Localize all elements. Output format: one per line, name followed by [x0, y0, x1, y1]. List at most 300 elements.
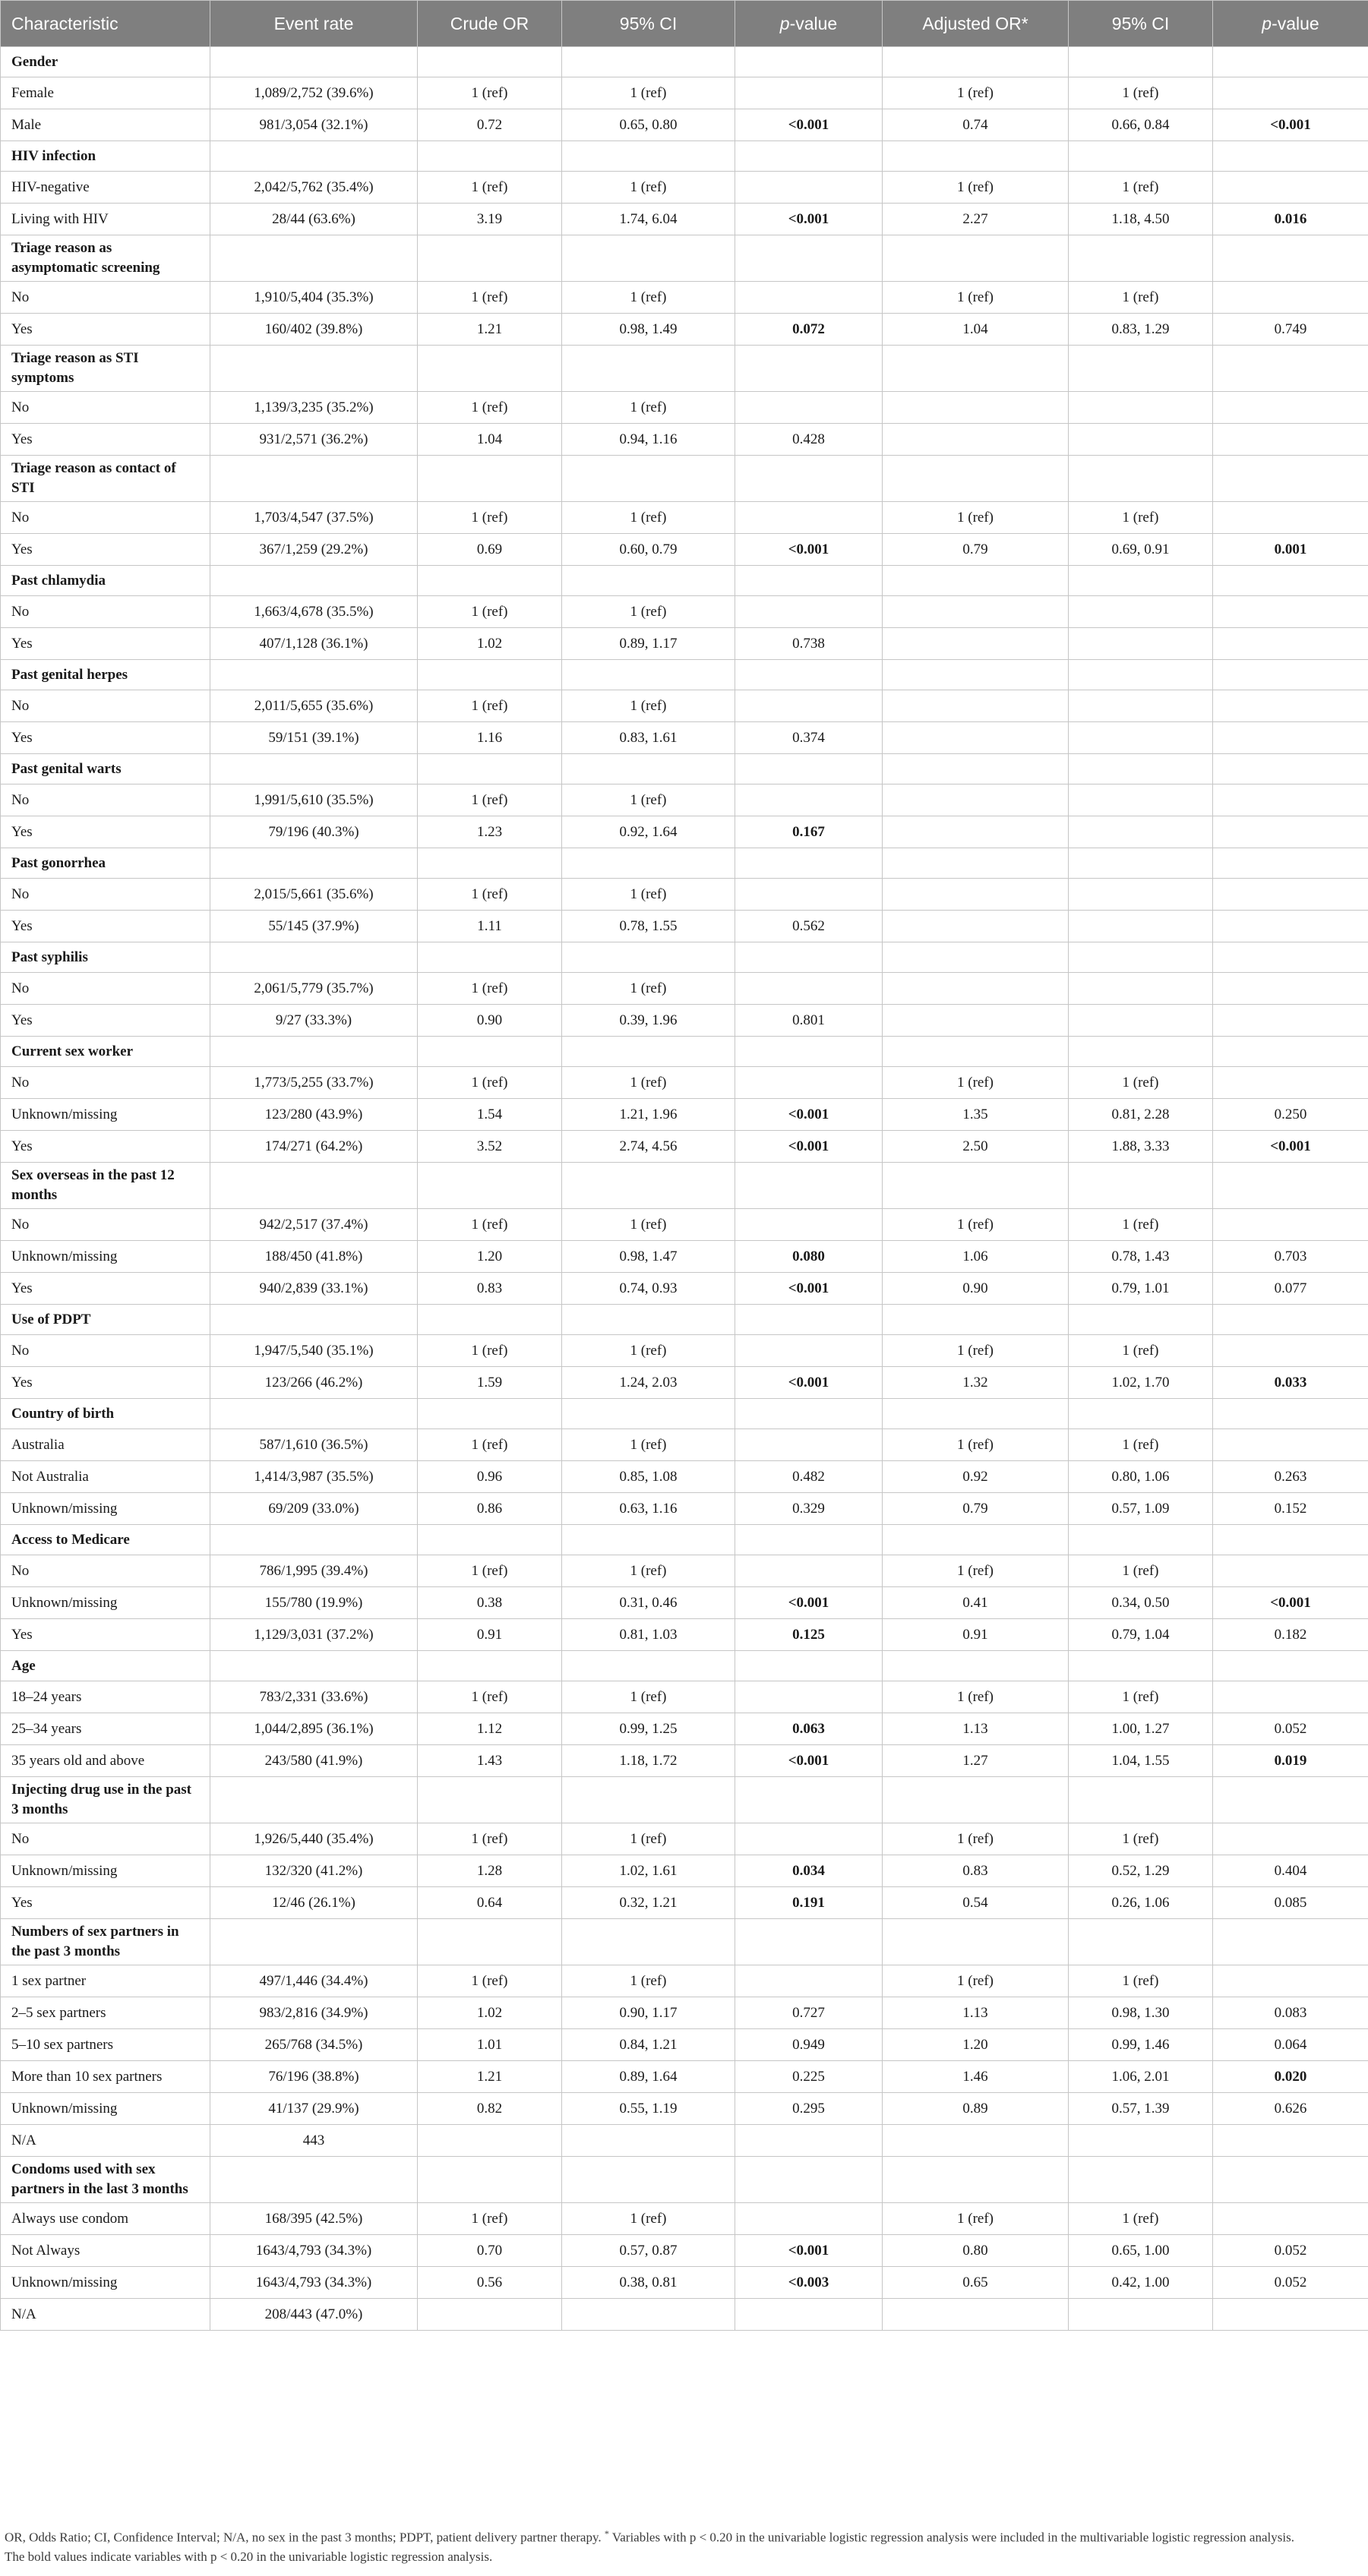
row-label: Unknown/missing — [1, 1587, 210, 1619]
group-header-row — [1, 1919, 1368, 1965]
cell-adjusted-or: 1.35 — [883, 1099, 1069, 1131]
empty-cell — [735, 1651, 883, 1681]
cell-event-rate: 1,910/5,404 (35.3%) — [210, 282, 418, 314]
cell-event-rate: 55/145 (37.9%) — [210, 911, 418, 942]
cell-crude-ci: 1.18, 1.72 — [562, 1745, 735, 1777]
cell-crude-or: 1.01 — [418, 2029, 562, 2061]
cell-adjusted-p — [1213, 973, 1368, 1005]
cell-crude-or: 0.90 — [418, 1005, 562, 1037]
cell-adjusted-p: 0.064 — [1213, 2029, 1368, 2061]
empty-cell — [883, 1651, 1069, 1681]
cell-crude-ci: 1 (ref) — [562, 1823, 735, 1855]
row-label: More than 10 sex partners — [1, 2061, 210, 2093]
empty-cell — [1069, 2157, 1213, 2203]
cell-crude-p — [735, 973, 883, 1005]
cell-event-rate: 1,663/4,678 (35.5%) — [210, 596, 418, 628]
cell-adjusted-or — [883, 722, 1069, 754]
cell-event-rate: 942/2,517 (37.4%) — [210, 1209, 418, 1241]
cell-adjusted-ci: 0.79, 1.01 — [1069, 1273, 1213, 1305]
group-header-row — [1, 1305, 1368, 1335]
empty-cell — [210, 235, 418, 282]
empty-cell — [735, 235, 883, 282]
cell-adjusted-ci: 0.34, 0.50 — [1069, 1587, 1213, 1619]
empty-cell — [1069, 1777, 1213, 1823]
group-label: Past gonorrhea — [1, 848, 210, 879]
cell-event-rate: 1,129/3,031 (37.2%) — [210, 1619, 418, 1651]
empty-cell — [735, 1163, 883, 1209]
cell-crude-ci: 0.60, 0.79 — [562, 534, 735, 566]
empty-cell — [562, 848, 735, 879]
cell-adjusted-p: 0.052 — [1213, 1713, 1368, 1745]
cell-crude-p: 0.949 — [735, 2029, 883, 2061]
empty-cell — [418, 1919, 562, 1965]
empty-cell — [883, 1525, 1069, 1555]
cell-crude-ci: 0.90, 1.17 — [562, 1997, 735, 2029]
cell-event-rate: 28/44 (63.6%) — [210, 204, 418, 235]
cell-event-rate: 243/580 (41.9%) — [210, 1745, 418, 1777]
cell-crude-ci: 0.32, 1.21 — [562, 1887, 735, 1919]
empty-cell — [418, 848, 562, 879]
empty-cell — [1069, 235, 1213, 282]
empty-cell — [883, 346, 1069, 392]
header-adjusted-ci: 95% CI — [1069, 1, 1213, 47]
row-label: No — [1, 784, 210, 816]
cell-crude-ci: 1 (ref) — [562, 77, 735, 109]
empty-cell — [418, 1163, 562, 1209]
cell-crude-or: 0.91 — [418, 1619, 562, 1651]
empty-cell — [1213, 1919, 1368, 1965]
group-label: Past syphilis — [1, 942, 210, 973]
empty-cell — [210, 942, 418, 973]
cell-crude-p: <0.001 — [735, 1367, 883, 1399]
cell-crude-p: <0.001 — [735, 1099, 883, 1131]
cell-adjusted-p — [1213, 1209, 1368, 1241]
row-label: Yes — [1, 1619, 210, 1651]
cell-crude-ci: 0.78, 1.55 — [562, 911, 735, 942]
cell-crude-p: 0.329 — [735, 1493, 883, 1525]
table-header-row — [1, 1, 1368, 47]
empty-cell — [562, 456, 735, 502]
cell-adjusted-or: 1 (ref) — [883, 172, 1069, 204]
cell-adjusted-ci: 1 (ref) — [1069, 77, 1213, 109]
cell-crude-or: 1.21 — [418, 2061, 562, 2093]
cell-adjusted-ci — [1069, 392, 1213, 424]
row-label: Yes — [1, 314, 210, 346]
table-row — [1, 596, 1368, 628]
row-label: Yes — [1, 1367, 210, 1399]
cell-adjusted-p: 0.152 — [1213, 1493, 1368, 1525]
footnote-line-2: The bold values indicate variables with p < 0.20 in the univariable logistic regression analysis. — [5, 2549, 493, 2564]
cell-adjusted-or: 1.46 — [883, 2061, 1069, 2093]
cell-adjusted-or: 1 (ref) — [883, 502, 1069, 534]
empty-cell — [210, 1651, 418, 1681]
cell-event-rate: 9/27 (33.3%) — [210, 1005, 418, 1037]
cell-adjusted-p: 0.404 — [1213, 1855, 1368, 1887]
cell-adjusted-p: 0.052 — [1213, 2235, 1368, 2267]
cell-adjusted-ci: 0.98, 1.30 — [1069, 1997, 1213, 2029]
cell-adjusted-p — [1213, 172, 1368, 204]
cell-adjusted-ci: 1 (ref) — [1069, 502, 1213, 534]
cell-adjusted-or — [883, 2125, 1069, 2157]
cell-crude-p: <0.003 — [735, 2267, 883, 2299]
cell-crude-or: 1.02 — [418, 1997, 562, 2029]
cell-crude-p: 0.295 — [735, 2093, 883, 2125]
cell-adjusted-or: 0.83 — [883, 1855, 1069, 1887]
cell-adjusted-or — [883, 690, 1069, 722]
empty-cell — [735, 1305, 883, 1335]
table-row — [1, 2235, 1368, 2267]
empty-cell — [418, 235, 562, 282]
table-row — [1, 1619, 1368, 1651]
empty-cell — [562, 1525, 735, 1555]
empty-cell — [210, 1305, 418, 1335]
cell-crude-p — [735, 1209, 883, 1241]
empty-cell — [418, 566, 562, 596]
table-footnote — [5, 2524, 1364, 2566]
header-crude-p: p-value — [735, 1, 883, 47]
cell-crude-or: 0.82 — [418, 2093, 562, 2125]
cell-adjusted-or: 1.13 — [883, 1713, 1069, 1745]
empty-cell — [562, 1399, 735, 1429]
cell-crude-ci: 0.98, 1.47 — [562, 1241, 735, 1273]
cell-adjusted-p: <0.001 — [1213, 1587, 1368, 1619]
cell-adjusted-or: 1.20 — [883, 2029, 1069, 2061]
empty-cell — [1213, 1399, 1368, 1429]
cell-crude-ci: 1 (ref) — [562, 1335, 735, 1367]
row-label: Unknown/missing — [1, 1099, 210, 1131]
cell-adjusted-ci — [1069, 784, 1213, 816]
row-label: Yes — [1, 1887, 210, 1919]
group-header-row — [1, 1163, 1368, 1209]
group-label: Access to Medicare — [1, 1525, 210, 1555]
cell-event-rate: 265/768 (34.5%) — [210, 2029, 418, 2061]
row-label: Unknown/missing — [1, 2267, 210, 2299]
table-row — [1, 1681, 1368, 1713]
cell-event-rate: 2,015/5,661 (35.6%) — [210, 879, 418, 911]
cell-adjusted-p: 0.019 — [1213, 1745, 1368, 1777]
cell-adjusted-ci — [1069, 424, 1213, 456]
empty-cell — [1069, 47, 1213, 77]
cell-event-rate: 1,414/3,987 (35.5%) — [210, 1461, 418, 1493]
empty-cell — [210, 1399, 418, 1429]
cell-crude-ci: 0.55, 1.19 — [562, 2093, 735, 2125]
cell-event-rate: 1,044/2,895 (36.1%) — [210, 1713, 418, 1745]
table-row — [1, 1745, 1368, 1777]
group-header-row — [1, 848, 1368, 879]
empty-cell — [210, 754, 418, 784]
cell-adjusted-or: 2.50 — [883, 1131, 1069, 1163]
empty-cell — [1213, 346, 1368, 392]
cell-crude-ci: 0.89, 1.64 — [562, 2061, 735, 2093]
cell-crude-p — [735, 1681, 883, 1713]
cell-crude-ci: 1 (ref) — [562, 502, 735, 534]
table-row — [1, 879, 1368, 911]
header-event-rate: Event rate — [210, 1, 418, 47]
empty-cell — [883, 566, 1069, 596]
empty-cell — [418, 1651, 562, 1681]
empty-cell — [210, 1163, 418, 1209]
cell-crude-or: 0.56 — [418, 2267, 562, 2299]
empty-cell — [1213, 1651, 1368, 1681]
cell-adjusted-ci: 0.69, 0.91 — [1069, 534, 1213, 566]
cell-crude-or: 1.21 — [418, 314, 562, 346]
cell-crude-p: 0.562 — [735, 911, 883, 942]
cell-adjusted-p — [1213, 628, 1368, 660]
table-row — [1, 1965, 1368, 1997]
cell-event-rate: 1,089/2,752 (39.6%) — [210, 77, 418, 109]
cell-crude-ci: 0.85, 1.08 — [562, 1461, 735, 1493]
cell-crude-p: <0.001 — [735, 2235, 883, 2267]
empty-cell — [1213, 942, 1368, 973]
empty-cell — [562, 47, 735, 77]
cell-crude-p — [735, 1429, 883, 1461]
cell-adjusted-p — [1213, 502, 1368, 534]
row-label: Unknown/missing — [1, 2093, 210, 2125]
table-row — [1, 424, 1368, 456]
table-row — [1, 77, 1368, 109]
cell-crude-p: <0.001 — [735, 1131, 883, 1163]
empty-cell — [1213, 456, 1368, 502]
row-label: No — [1, 1067, 210, 1099]
table-row — [1, 282, 1368, 314]
cell-adjusted-ci — [1069, 1005, 1213, 1037]
cell-adjusted-p: 0.250 — [1213, 1099, 1368, 1131]
empty-cell — [883, 47, 1069, 77]
cell-crude-ci: 1 (ref) — [562, 172, 735, 204]
cell-adjusted-p — [1213, 1067, 1368, 1099]
cell-adjusted-or: 1.13 — [883, 1997, 1069, 2029]
empty-cell — [883, 235, 1069, 282]
cell-adjusted-ci: 1 (ref) — [1069, 282, 1213, 314]
empty-cell — [883, 1777, 1069, 1823]
cell-adjusted-ci — [1069, 816, 1213, 848]
cell-crude-ci: 1 (ref) — [562, 2203, 735, 2235]
cell-adjusted-or: 0.79 — [883, 1493, 1069, 1525]
cell-crude-or: 1.43 — [418, 1745, 562, 1777]
cell-adjusted-p: 0.001 — [1213, 534, 1368, 566]
cell-adjusted-or: 1 (ref) — [883, 2203, 1069, 2235]
empty-cell — [883, 848, 1069, 879]
cell-adjusted-ci: 1.02, 1.70 — [1069, 1367, 1213, 1399]
table-row — [1, 1067, 1368, 1099]
group-label: Triage reason as contact of STI — [1, 456, 210, 502]
cell-crude-or: 1.23 — [418, 816, 562, 848]
cell-event-rate: 407/1,128 (36.1%) — [210, 628, 418, 660]
empty-cell — [1069, 1919, 1213, 1965]
cell-event-rate: 587/1,610 (36.5%) — [210, 1429, 418, 1461]
cell-crude-p: 0.080 — [735, 1241, 883, 1273]
empty-cell — [735, 1399, 883, 1429]
cell-event-rate: 931/2,571 (36.2%) — [210, 424, 418, 456]
cell-adjusted-p — [1213, 722, 1368, 754]
table-row — [1, 690, 1368, 722]
table-row — [1, 911, 1368, 942]
empty-cell — [1213, 2157, 1368, 2203]
cell-crude-ci: 1 (ref) — [562, 879, 735, 911]
cell-event-rate: 59/151 (39.1%) — [210, 722, 418, 754]
cell-adjusted-or: 1 (ref) — [883, 1965, 1069, 1997]
cell-adjusted-p: 0.016 — [1213, 204, 1368, 235]
empty-cell — [562, 754, 735, 784]
cell-event-rate: 123/280 (43.9%) — [210, 1099, 418, 1131]
cell-crude-ci: 1 (ref) — [562, 392, 735, 424]
row-label: Not Always — [1, 2235, 210, 2267]
row-label: 35 years old and above — [1, 1745, 210, 1777]
empty-cell — [418, 456, 562, 502]
cell-adjusted-ci — [1069, 879, 1213, 911]
cell-crude-p — [735, 1067, 883, 1099]
cell-crude-p — [735, 1555, 883, 1587]
row-label: Yes — [1, 911, 210, 942]
cell-crude-ci: 0.38, 0.81 — [562, 2267, 735, 2299]
cell-adjusted-p — [1213, 816, 1368, 848]
cell-crude-p: 0.072 — [735, 314, 883, 346]
cell-adjusted-ci: 1 (ref) — [1069, 1335, 1213, 1367]
cell-adjusted-or: 1 (ref) — [883, 1067, 1069, 1099]
cell-event-rate: 1643/4,793 (34.3%) — [210, 2235, 418, 2267]
cell-adjusted-ci — [1069, 973, 1213, 1005]
cell-crude-ci — [562, 2299, 735, 2331]
cell-crude-p — [735, 1335, 883, 1367]
cell-crude-or: 1 (ref) — [418, 784, 562, 816]
cell-adjusted-p — [1213, 784, 1368, 816]
cell-adjusted-ci: 0.66, 0.84 — [1069, 109, 1213, 141]
empty-cell — [418, 754, 562, 784]
cell-adjusted-p — [1213, 2203, 1368, 2235]
cell-adjusted-ci: 1 (ref) — [1069, 1681, 1213, 1713]
row-label: Yes — [1, 722, 210, 754]
cell-crude-or: 0.70 — [418, 2235, 562, 2267]
cell-crude-or: 1.16 — [418, 722, 562, 754]
cell-adjusted-p: 0.083 — [1213, 1997, 1368, 2029]
cell-crude-p: 0.374 — [735, 722, 883, 754]
cell-event-rate: 1,703/4,547 (37.5%) — [210, 502, 418, 534]
cell-event-rate: 1,991/5,610 (35.5%) — [210, 784, 418, 816]
empty-cell — [210, 346, 418, 392]
cell-crude-or: 1.59 — [418, 1367, 562, 1399]
cell-adjusted-ci: 0.79, 1.04 — [1069, 1619, 1213, 1651]
cell-adjusted-p — [1213, 1335, 1368, 1367]
group-label: Injecting drug use in the past 3 months — [1, 1777, 210, 1823]
table-row — [1, 502, 1368, 534]
cell-crude-or: 1 (ref) — [418, 502, 562, 534]
cell-crude-p: 0.801 — [735, 1005, 883, 1037]
cell-crude-or: 0.96 — [418, 1461, 562, 1493]
cell-event-rate: 168/395 (42.5%) — [210, 2203, 418, 2235]
group-header-row — [1, 141, 1368, 172]
cell-crude-p — [735, 2125, 883, 2157]
cell-adjusted-or — [883, 879, 1069, 911]
cell-adjusted-or — [883, 596, 1069, 628]
cell-adjusted-or: 0.65 — [883, 2267, 1069, 2299]
cell-adjusted-p — [1213, 2299, 1368, 2331]
row-label: Yes — [1, 816, 210, 848]
cell-crude-p: <0.001 — [735, 1587, 883, 1619]
empty-cell — [735, 566, 883, 596]
empty-cell — [418, 2157, 562, 2203]
cell-crude-or: 1.12 — [418, 1713, 562, 1745]
group-header-row — [1, 566, 1368, 596]
cell-crude-or: 1 (ref) — [418, 973, 562, 1005]
empty-cell — [562, 2157, 735, 2203]
empty-cell — [210, 47, 418, 77]
cell-adjusted-p: 0.703 — [1213, 1241, 1368, 1273]
cell-adjusted-or — [883, 2299, 1069, 2331]
cell-crude-ci: 1.21, 1.96 — [562, 1099, 735, 1131]
group-label: Country of birth — [1, 1399, 210, 1429]
group-label: Past genital warts — [1, 754, 210, 784]
empty-cell — [1069, 1525, 1213, 1555]
row-label: Australia — [1, 1429, 210, 1461]
cell-crude-or: 1.20 — [418, 1241, 562, 1273]
cell-adjusted-ci: 1 (ref) — [1069, 1965, 1213, 1997]
row-label: No — [1, 596, 210, 628]
empty-cell — [210, 1919, 418, 1965]
empty-cell — [210, 456, 418, 502]
cell-adjusted-p — [1213, 1681, 1368, 1713]
cell-adjusted-ci: 0.99, 1.46 — [1069, 2029, 1213, 2061]
cell-adjusted-p — [1213, 1555, 1368, 1587]
empty-cell — [883, 1037, 1069, 1067]
cell-crude-p: 0.191 — [735, 1887, 883, 1919]
cell-adjusted-or: 1.32 — [883, 1367, 1069, 1399]
cell-crude-or: 1 (ref) — [418, 392, 562, 424]
cell-event-rate: 2,042/5,762 (35.4%) — [210, 172, 418, 204]
empty-cell — [735, 848, 883, 879]
empty-cell — [883, 1305, 1069, 1335]
cell-crude-p: 0.225 — [735, 2061, 883, 2093]
row-label: No — [1, 1823, 210, 1855]
header-adjusted-or: Adjusted OR* — [883, 1, 1069, 47]
empty-cell — [210, 660, 418, 690]
empty-cell — [562, 346, 735, 392]
table-row — [1, 1335, 1368, 1367]
empty-cell — [562, 141, 735, 172]
cell-event-rate: 1,139/3,235 (35.2%) — [210, 392, 418, 424]
table-row — [1, 1855, 1368, 1887]
empty-cell — [210, 2157, 418, 2203]
cell-crude-ci: 0.89, 1.17 — [562, 628, 735, 660]
cell-crude-or: 1 (ref) — [418, 1823, 562, 1855]
group-header-row — [1, 47, 1368, 77]
table-row — [1, 1887, 1368, 1919]
empty-cell — [210, 848, 418, 879]
cell-crude-or: 1 (ref) — [418, 77, 562, 109]
empty-cell — [1069, 754, 1213, 784]
cell-crude-p: 0.167 — [735, 816, 883, 848]
cell-adjusted-or: 1 (ref) — [883, 1429, 1069, 1461]
empty-cell — [735, 1525, 883, 1555]
cell-crude-ci: 1 (ref) — [562, 1681, 735, 1713]
cell-event-rate: 2,061/5,779 (35.7%) — [210, 973, 418, 1005]
cell-adjusted-ci: 1.06, 2.01 — [1069, 2061, 1213, 2093]
empty-cell — [735, 942, 883, 973]
cell-adjusted-ci — [1069, 2125, 1213, 2157]
empty-cell — [1069, 1163, 1213, 1209]
empty-cell — [562, 942, 735, 973]
empty-cell — [883, 1399, 1069, 1429]
empty-cell — [418, 660, 562, 690]
group-label: Sex overseas in the past 12 months — [1, 1163, 210, 1209]
empty-cell — [418, 1305, 562, 1335]
cell-crude-p: 0.428 — [735, 424, 883, 456]
cell-event-rate: 76/196 (38.8%) — [210, 2061, 418, 2093]
empty-cell — [883, 1919, 1069, 1965]
cell-adjusted-or — [883, 973, 1069, 1005]
cell-adjusted-ci — [1069, 690, 1213, 722]
group-header-row — [1, 754, 1368, 784]
row-label: Yes — [1, 1273, 210, 1305]
